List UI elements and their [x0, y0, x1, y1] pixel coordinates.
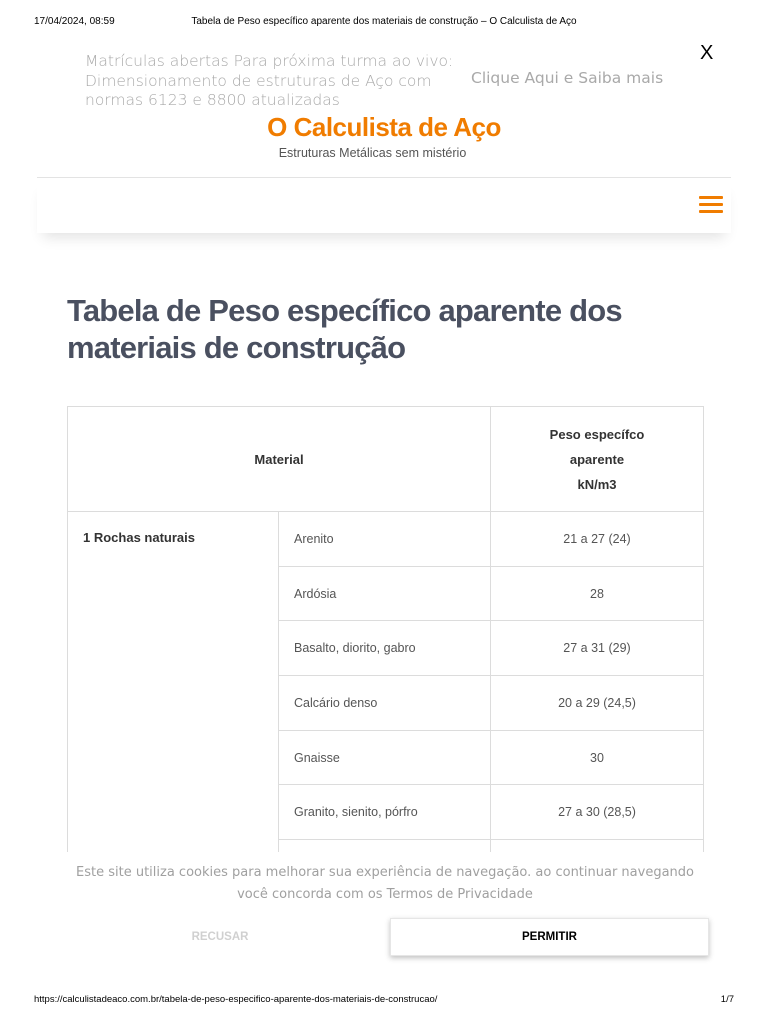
material-cell: Arenito [279, 512, 491, 567]
material-cell: Basalto, diorito, gabro [279, 621, 491, 676]
site-tagline: Estruturas Metálicas sem mistério [278, 146, 467, 160]
value-cell: 21 a 27 (24) [491, 512, 704, 567]
value-cell: 27 a 31 (29) [491, 621, 704, 676]
header-weight-line-1: Peso específco [549, 426, 645, 442]
site-logo[interactable] [0, 106, 768, 142]
site-title[interactable]: O Calculista de Aço [267, 112, 501, 142]
page-title: Tabela de Peso específico aparente dos materiais de construção [67, 293, 622, 365]
promo-close-button[interactable]: X [700, 42, 714, 64]
cookie-refuse-button[interactable]: RECUSAR [191, 931, 249, 943]
value-cell: 30 [491, 730, 704, 785]
materials-table [67, 406, 704, 895]
menu-bar [37, 178, 731, 233]
cookie-consent-text: Este site utiliza cookies para melhorar sua experiência de navegação. ao continuar navegando você concorda com os Termos de Privacidade [76, 865, 694, 902]
header-weight [491, 407, 704, 512]
material-cell: Gnaisse [279, 730, 491, 785]
promo-link[interactable]: Clique Aqui e Saiba mais [471, 69, 664, 87]
table-header-row [68, 407, 704, 512]
header-weight-unit: kN/m3 [577, 476, 617, 492]
value-cell: 20 a 29 (24,5) [491, 676, 704, 731]
print-doc-title: Tabela de Peso específico aparente dos materiais de construção – O Calculista de Aço [191, 16, 577, 27]
material-cell: Granito, sienito, pórfro [279, 785, 491, 840]
print-header [34, 16, 734, 30]
value-cell: 28 [491, 566, 704, 621]
promo-banner-text: Matrículas abertas Para próxima turma ao vivo: Dimensionamento de estruturas de Aço com normas 6123 e 8800 atualizadas [85, 52, 454, 109]
material-cell: Ardósia [279, 566, 491, 621]
table-row [68, 512, 704, 567]
value-cell: 27 a 30 (28,5) [491, 785, 704, 840]
hamburger-line [699, 210, 723, 213]
header-weight-line-2: aparente [569, 451, 625, 467]
hamburger-line [699, 203, 723, 206]
cookie-allow-button[interactable]: PERMITIR [390, 918, 709, 956]
print-datetime: 17/04/2024, 08:59 [34, 16, 115, 27]
header-material: Material [68, 407, 491, 512]
category-cell: 1 Rochas naturais [68, 512, 279, 895]
print-page-count: 1/7 [720, 994, 734, 1005]
material-cell: Calcário denso [279, 676, 491, 731]
hamburger-line [699, 196, 723, 199]
print-url: https://calculistadeaco.com.br/tabela-de-peso-especifico-aparente-dos-materiais-de-construcao/ [34, 994, 438, 1005]
print-footer [34, 994, 734, 1008]
hamburger-menu-icon[interactable] [699, 196, 723, 214]
